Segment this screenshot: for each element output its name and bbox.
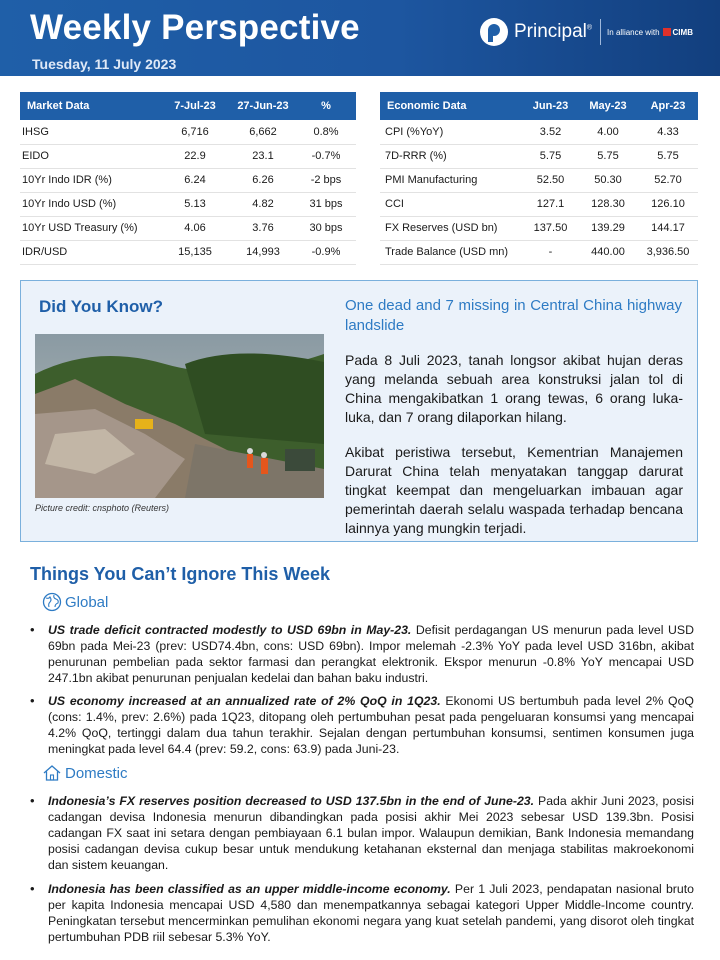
table-cell: 52.70 xyxy=(638,168,698,192)
news-headline: One dead and 7 missing in Central China highway landslide xyxy=(345,297,682,334)
table-header-row xyxy=(380,92,698,120)
table-row xyxy=(20,168,356,192)
column-header: 7-Jul-23 xyxy=(160,92,230,120)
table-cell: 31 bps xyxy=(296,192,356,216)
column-header: Jun-23 xyxy=(523,92,578,120)
table-row xyxy=(380,192,698,216)
table-cell: 4.00 xyxy=(578,120,638,144)
table-row xyxy=(20,192,356,216)
table-cell: 4.82 xyxy=(230,192,296,216)
table-cell: 4.06 xyxy=(160,216,230,240)
table-cell: 6.26 xyxy=(230,168,296,192)
table-cell: 137.50 xyxy=(523,216,578,240)
table-cell: 30 bps xyxy=(296,216,356,240)
column-header: Economic Data xyxy=(380,92,523,120)
table-cell: 7D-RRR (%) xyxy=(380,144,523,168)
header-banner xyxy=(0,0,720,76)
table-cell: 6,662 xyxy=(230,120,296,144)
table-cell: 15,135 xyxy=(160,240,230,264)
table-row xyxy=(20,240,356,264)
table-cell: 6,716 xyxy=(160,120,230,144)
table-cell: 5.75 xyxy=(523,144,578,168)
list-item: • US economy increased at an annualized rate of 2% QoQ in 1Q23. Ekonomi US bertumbuh pada level 2% QoQ (cons: 1.4%, prev: 2.6%) pada 1Q23, ditopang oleh pertumbuhan pesat pada pengeluaran konsumsi yang mencapai 4.2% QoQ, tertinggi dalam dua tahun terakhir. Sejalan dengan pertumbuhan konsumsi, sentimen konsumen juga meningkat pada level 64.4 (prev: 59.2, cons: 63.9) pada Juni-23. xyxy=(30,693,694,757)
did-you-know-panel xyxy=(20,280,698,542)
did-you-know-title: Did You Know? xyxy=(39,297,164,316)
table-cell: 14,993 xyxy=(230,240,296,264)
table-cell: -2 bps xyxy=(296,168,356,192)
logo-text: Principal® xyxy=(514,21,593,42)
list-item: • US trade deficit contracted modestly to USD 69bn in May-23. Defisit perdagangan US menurun pada level USD 69bn pada Mei-23 (prev: USD74.4bn, cons: USD 69bn). Impor melemah -2.3% YoY pada level USD 316bn, akibat penurunan pembelian pada sektor farmasi dan perangkat elektronik. Ekspor menurun -0.8% YoY mencapai USD 247.1bn akibat penurunan penjualan kedelai dan bahan baku industri. xyxy=(30,622,694,686)
table-cell: CCI xyxy=(380,192,523,216)
table-cell: 440.00 xyxy=(578,240,638,264)
global-label: Global xyxy=(65,593,109,611)
domestic-label: Domestic xyxy=(65,764,128,782)
table-cell: 22.9 xyxy=(160,144,230,168)
table-cell: 10Yr Indo IDR (%) xyxy=(20,168,160,192)
photo-credit: Picture credit: cnsphoto (Reuters) xyxy=(35,503,170,513)
page-title: Weekly Perspective xyxy=(30,8,360,47)
table-cell: 10Yr Indo USD (%) xyxy=(20,192,160,216)
table-cell: 127.1 xyxy=(523,192,578,216)
economic-data-table xyxy=(380,92,698,265)
table-cell: 3.76 xyxy=(230,216,296,240)
column-header: Market Data xyxy=(20,92,160,120)
table-cell: -0.9% xyxy=(296,240,356,264)
table-cell: -0.7% xyxy=(296,144,356,168)
table-cell: 23.1 xyxy=(230,144,296,168)
house-icon xyxy=(42,763,62,783)
table-cell: 50.30 xyxy=(578,168,638,192)
table-row xyxy=(20,120,356,144)
table-cell: 6.24 xyxy=(160,168,230,192)
table-cell: 139.29 xyxy=(578,216,638,240)
table-cell: 5.75 xyxy=(638,144,698,168)
table-cell: 5.13 xyxy=(160,192,230,216)
landslide-photo xyxy=(35,334,324,498)
table-cell: 5.75 xyxy=(578,144,638,168)
list-item: • Indonesia’s FX reserves position decreased to USD 137.5bn in the end of June-23. Pada akhir Juni 2023, posisi cadangan devisa Indonesia menurun dibandingkan pada posisi akhir Mei 2023 sebesar USD 139.3bn. Posisi cadangan FX saat ini setara dengan pembiayaan 6.1 bulan impor. Walaupun demikian, Bank Indonesia memandang posisi cadangan devisa cukup besar untuk mendukung ketahanan eksternal dan menjaga stabilitas makroekonomi dan sistem keuangan. xyxy=(30,793,694,873)
alliance-text: In alliance with CIMB xyxy=(607,27,693,37)
table-row xyxy=(380,216,698,240)
column-header: 27-Jun-23 xyxy=(230,92,296,120)
table-row xyxy=(380,120,698,144)
news-paragraph: Pada 8 Juli 2023, tanah longsor akibat hujan deras yang melanda sebuah area konstruksi jalan tol di China mengakibatkan 1 orang tewas, 6 orang luka-luka, dan 7 orang dilaporkan hilang. xyxy=(345,352,683,425)
table-cell: 10Yr USD Treasury (%) xyxy=(20,216,160,240)
news-paragraph: Akibat peristiwa tersebut, Kementrian Manajemen Darurat China telah menyatakan tanggap darurat tingkat keempat dan mengeluarkan imbauan agar pemerintah daerah selalu waspada terhadap bencana lainnya yang mungkin terjadi. xyxy=(345,444,683,536)
principal-logo-icon xyxy=(480,18,508,46)
table-cell: Trade Balance (USD mn) xyxy=(380,240,523,264)
table-cell: FX Reserves (USD bn) xyxy=(380,216,523,240)
domestic-section-header xyxy=(42,763,128,783)
cimb-logo-icon xyxy=(663,28,671,36)
table-cell: 126.10 xyxy=(638,192,698,216)
market-data-table xyxy=(20,92,356,265)
principal-logo xyxy=(480,18,693,46)
table-header-row xyxy=(20,92,356,120)
column-header: Apr-23 xyxy=(638,92,698,120)
table-cell: IDR/USD xyxy=(20,240,160,264)
table-cell: CPI (%YoY) xyxy=(380,120,523,144)
table-cell: IHSG xyxy=(20,120,160,144)
table-row xyxy=(20,144,356,168)
table-row xyxy=(380,144,698,168)
logo-divider xyxy=(600,19,601,45)
table-cell: 144.17 xyxy=(638,216,698,240)
table-row xyxy=(20,216,356,240)
globe-icon xyxy=(42,592,62,612)
table-cell: EIDO xyxy=(20,144,160,168)
table-row xyxy=(380,240,698,264)
column-header: May-23 xyxy=(578,92,638,120)
page-date: Tuesday, 11 July 2023 xyxy=(32,56,177,72)
table-cell: PMI Manufacturing xyxy=(380,168,523,192)
table-cell: 4.33 xyxy=(638,120,698,144)
column-header: % xyxy=(296,92,356,120)
section-title: Things You Can’t Ignore This Week xyxy=(30,564,331,584)
global-section-header xyxy=(42,592,108,612)
table-cell: - xyxy=(523,240,578,264)
list-item: • Indonesia has been classified as an upper middle-income economy. Per 1 Juli 2023, pendapatan nasional bruto per kapita Indonesia mencapai USD 4,580 dan menempatkannya sebagai kategori Upper Middle-Income country. Peningkatan tersebut mencerminkan pemulihan ekonomi negara yang kuat setelah pandemi, yang disorot oleh tingkat pertumbuhan PDB riil sebesar 5.3% YoY. xyxy=(30,881,694,945)
table-cell: 0.8% xyxy=(296,120,356,144)
table-cell: 3,936.50 xyxy=(638,240,698,264)
table-cell: 52.50 xyxy=(523,168,578,192)
table-row xyxy=(380,168,698,192)
table-cell: 3.52 xyxy=(523,120,578,144)
table-cell: 128.30 xyxy=(578,192,638,216)
